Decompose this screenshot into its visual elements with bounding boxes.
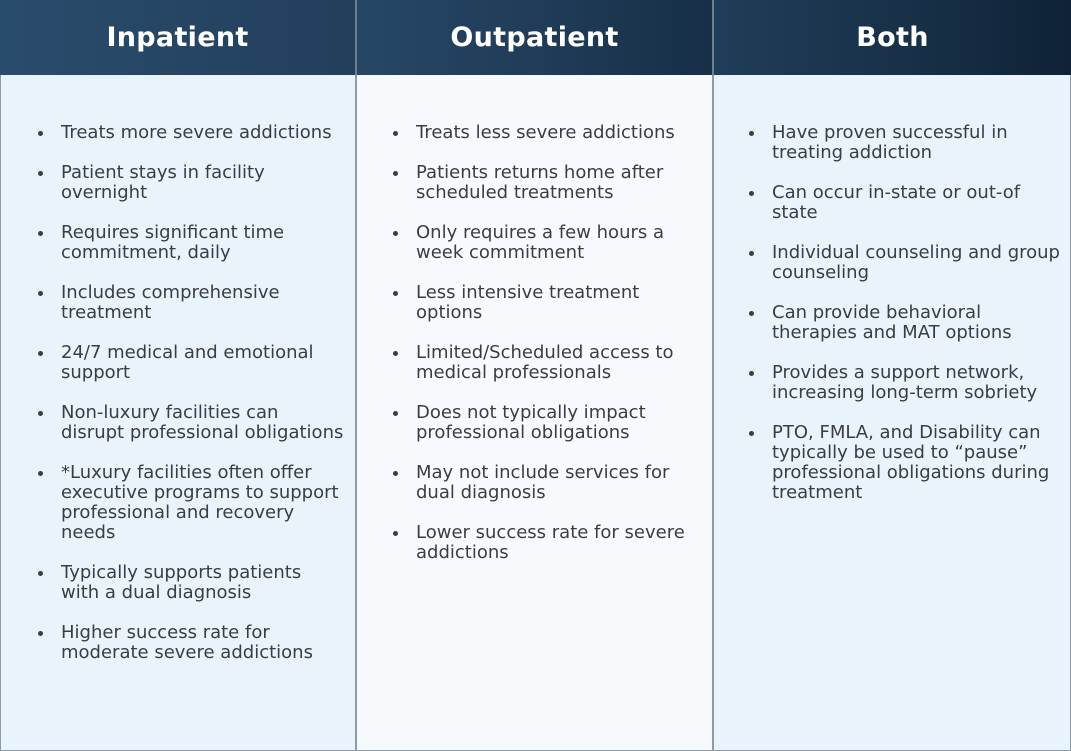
bullet-icon [38,131,43,136]
list-item-text: Does not typically impact professional obligations [416,402,646,443]
list-item [1,283,355,323]
list-item-text: 24/7 medical and emotional support [61,342,314,383]
list-item-text: Includes comprehensive treatment [61,282,280,323]
list-item-text: Less intensive treatment options [416,282,640,323]
list-item [714,243,1070,283]
list-item [714,303,1070,343]
list-item [1,163,355,203]
list-item-text: Non-luxury facilities can disrupt professional obligations [61,402,344,443]
bullet-icon [749,371,754,376]
header-both: Both [714,0,1071,75]
bullet-icon [38,231,43,236]
bullet-icon [38,171,43,176]
list-item-text: Have proven successful in treating addiction [772,122,1008,163]
list-item [357,123,712,143]
list-item-text: PTO, FMLA, and Disability can typically be used to “pause” professional obligations during treatment [772,422,1050,503]
list-item [357,223,712,263]
bullet-icon [749,131,754,136]
list-item-text: Treats more severe addictions [61,122,332,143]
list-item [357,163,712,203]
column-inpatient [0,75,357,751]
outpatient-list [357,123,712,563]
list-item-text: Treats less severe addictions [416,122,675,143]
bullet-icon [38,471,43,476]
list-item-text: Can provide behavioral therapies and MAT options [772,302,1012,343]
list-item [1,123,355,143]
list-item [1,223,355,263]
list-item [1,463,355,543]
list-item [1,623,355,663]
bullet-icon [38,291,43,296]
list-item [357,403,712,443]
inpatient-list [1,123,355,663]
bullet-icon [749,431,754,436]
list-item [714,183,1070,223]
bullet-icon [393,131,398,136]
list-item [1,563,355,603]
list-item-text: Requires significant time commitment, daily [61,222,285,263]
bullet-icon [749,311,754,316]
list-item [357,343,712,383]
list-item [357,523,712,563]
bullet-icon [749,191,754,196]
list-item-text: Typically supports patients with a dual diagnosis [61,562,302,603]
list-item [1,343,355,383]
bullet-icon [393,291,398,296]
bullet-icon [393,531,398,536]
list-item-text: Patients returns home after scheduled treatments [416,162,664,203]
list-item [357,463,712,503]
list-item-text: Limited/Scheduled access to medical professionals [416,342,674,383]
list-item [1,403,355,443]
bullet-icon [38,351,43,356]
bullet-icon [393,351,398,356]
bullet-icon [749,251,754,256]
list-item [714,423,1070,503]
list-item [714,363,1070,403]
bullet-icon [393,231,398,236]
list-item [357,283,712,323]
bullet-icon [393,471,398,476]
list-item-text: Provides a support network, increasing long-term sobriety [772,362,1038,403]
bullet-icon [393,171,398,176]
list-item-text: Higher success rate for moderate severe addictions [61,622,313,663]
list-item-text: May not include services for dual diagnosis [416,462,670,503]
column-both [714,75,1071,751]
bullet-icon [38,571,43,576]
list-item-text: Lower success rate for severe addictions [416,522,685,563]
list-item-text: Can occur in-state or out-of state [772,182,1021,223]
list-item-text: Patient stays in facility overnight [61,162,265,203]
both-list [714,123,1070,503]
list-item-text: Only requires a few hours a week commitment [416,222,665,263]
header-outpatient: Outpatient [357,0,714,75]
header-inpatient: Inpatient [0,0,357,75]
bullet-icon [38,411,43,416]
list-item-text: Individual counseling and group counseling [772,242,1060,283]
bullet-icon [38,631,43,636]
bullet-icon [393,411,398,416]
column-outpatient [357,75,714,751]
list-item-text: *Luxury facilities often offer executive programs to support professional and recovery needs [61,462,339,543]
list-item [714,123,1070,163]
